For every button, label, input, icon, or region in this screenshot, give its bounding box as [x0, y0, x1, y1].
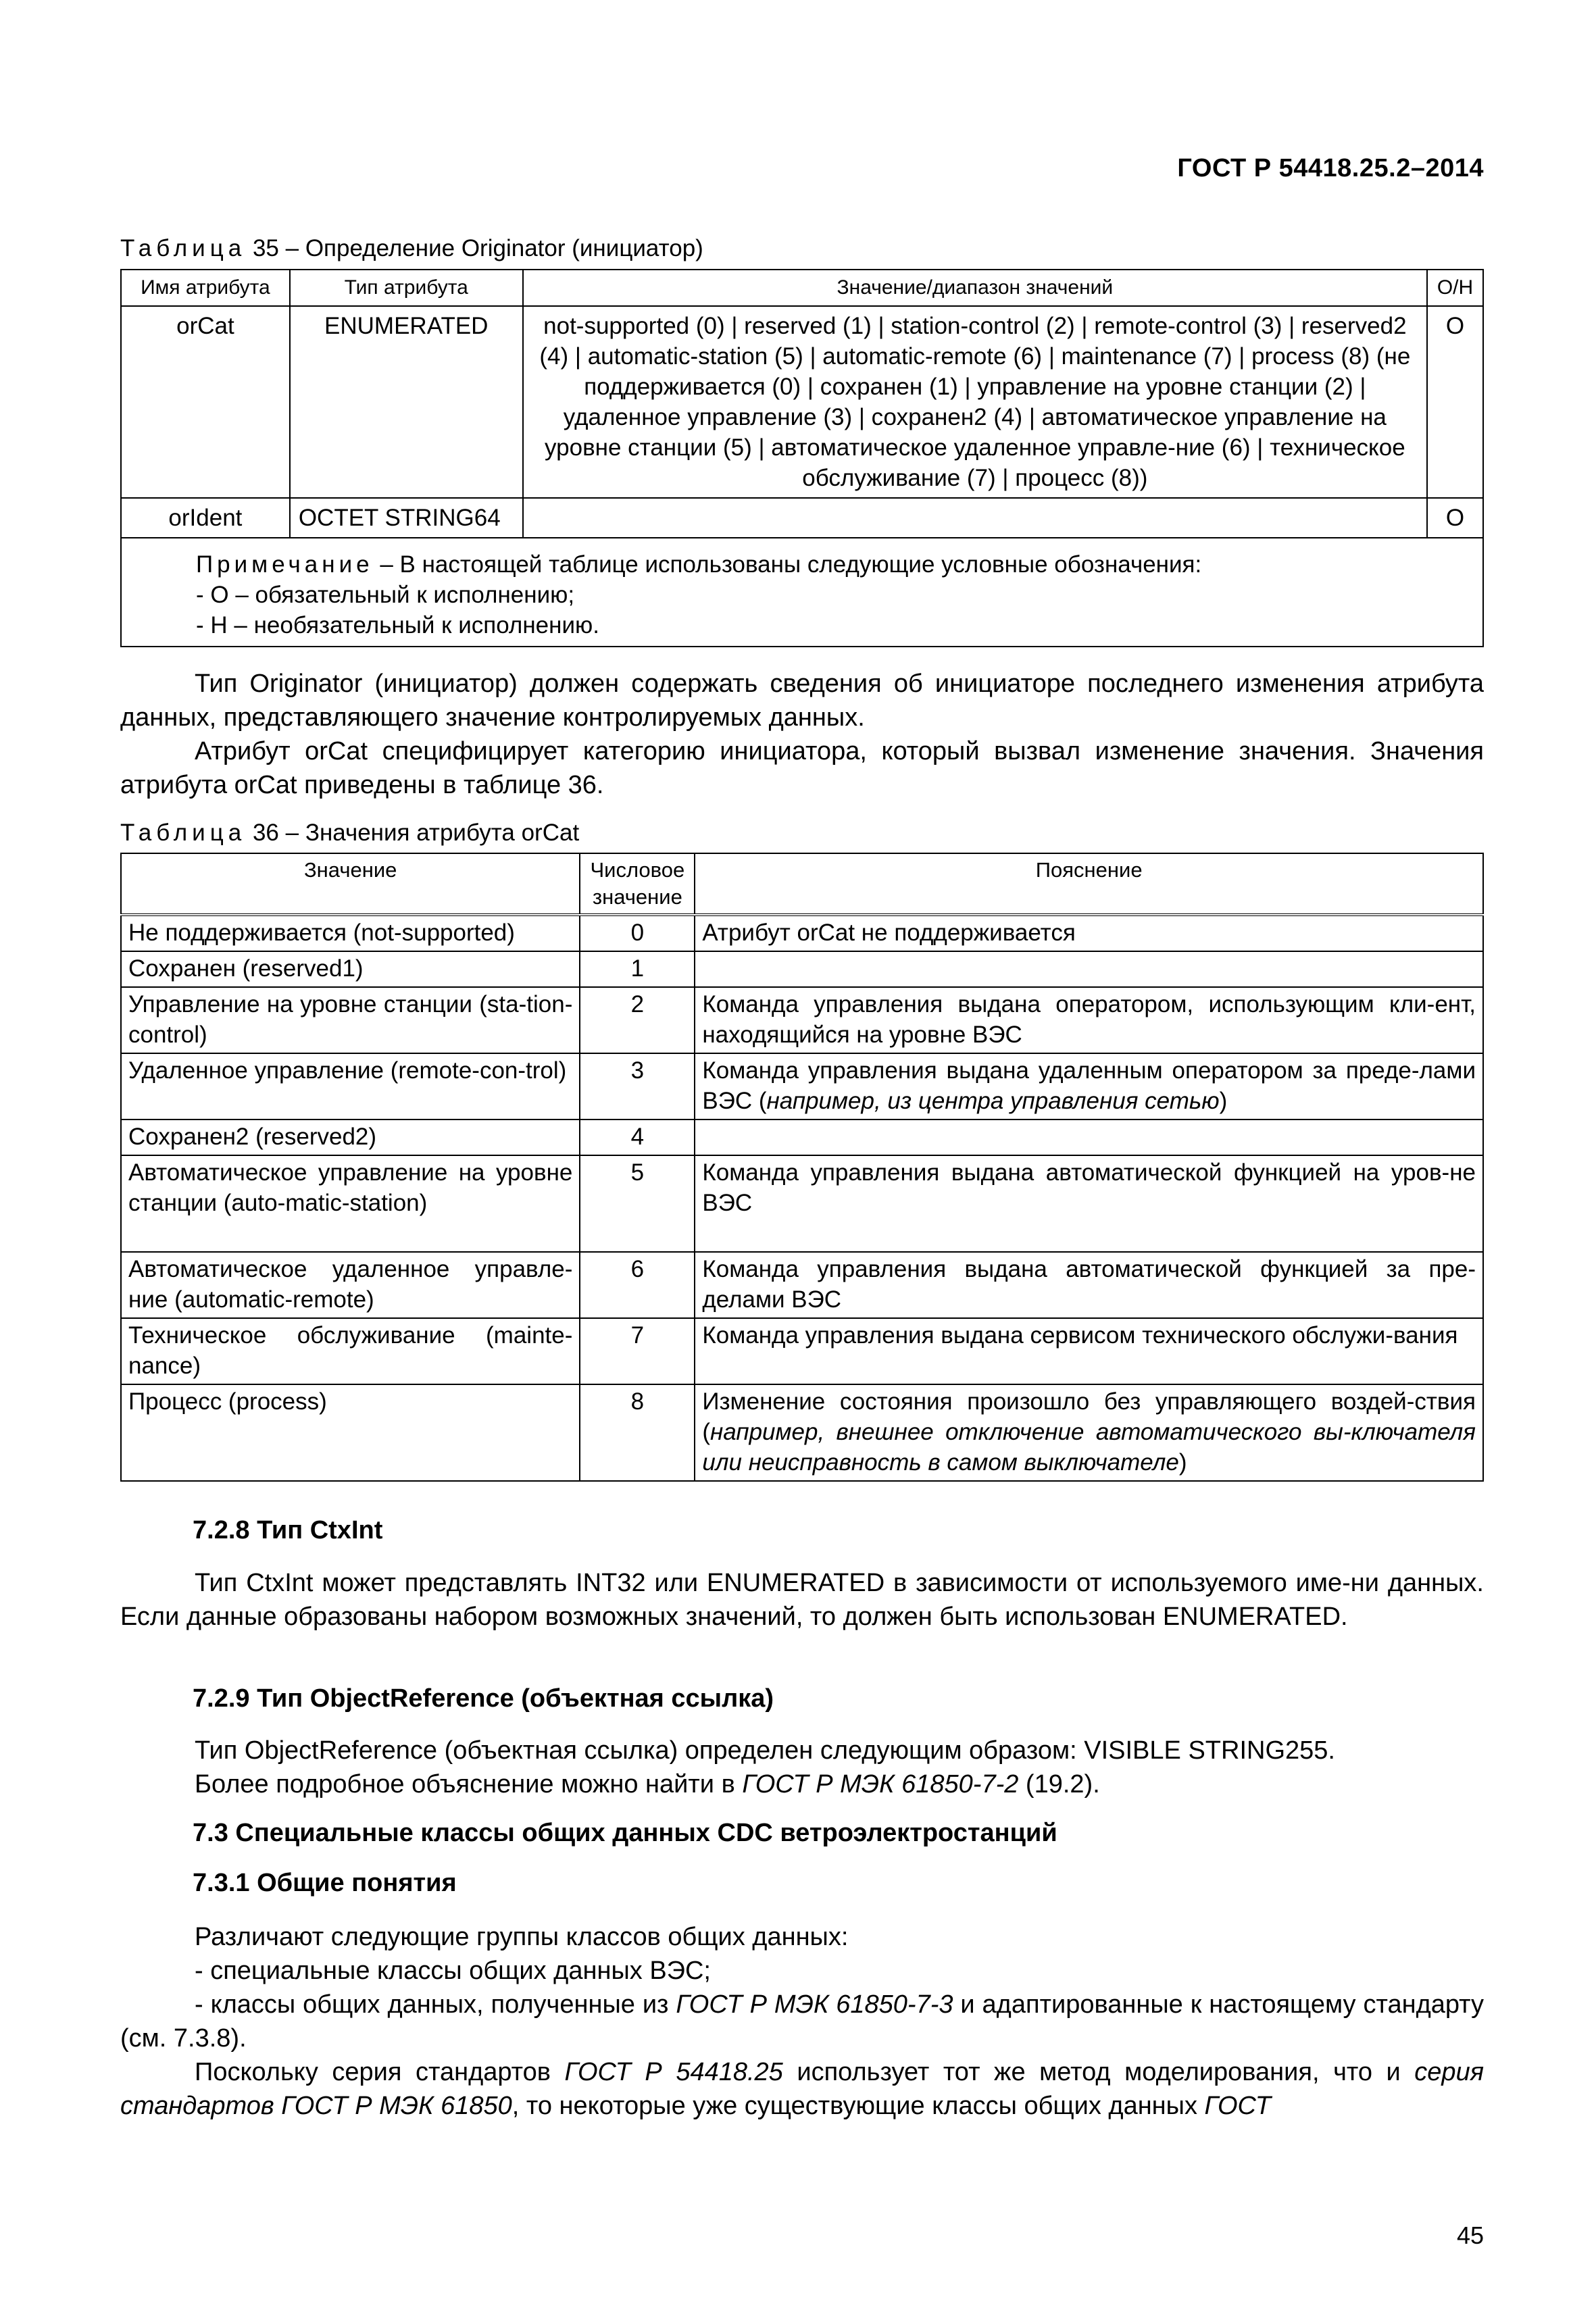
table36-header-row	[121, 853, 1483, 915]
expl-italic: например, внешнее отключение автоматического вы-ключателя или неисправность в самом выключателе	[702, 1419, 1476, 1476]
table-row	[121, 951, 1483, 987]
table36-cell-value: Процесс (process)	[121, 1384, 580, 1481]
table-row	[121, 1053, 1483, 1120]
table36-cell-expl	[695, 951, 1483, 987]
table36-cell-expl	[695, 1120, 1483, 1155]
section-7-3-1-p3b: и адаптированные к настоящему стандарту (см. 7.3.8).	[120, 1990, 1485, 2053]
table36-cell-expl	[695, 1384, 1483, 1481]
paragraph-orcat	[120, 734, 1484, 802]
table36-cell-value: Техническое обслуживание (mainte-nance)	[121, 1318, 580, 1384]
table35-caption-word: Таблица	[120, 235, 247, 261]
section-7-2-9-heading: 7.2.9 Тип ObjectReference (объектная ссылка)	[193, 1684, 774, 1713]
table36-cell-value: Не поддерживается (not-supported)	[121, 915, 580, 951]
expl-text: Команда управления выдана оператором, использующим кли-ент, находящийся на уровне ВЭС	[702, 991, 1476, 1048]
table36-cell-expl	[695, 1252, 1483, 1318]
expl-text: Команда управления выдана автоматической функцией на уров-не ВЭС	[702, 1159, 1476, 1216]
section-7-3-1-heading: 7.3.1 Общие понятия	[193, 1869, 457, 1897]
table35-cell-value: not-supported (0) | reserved (1) | station-control (2) | remote-control (3) | reserved2 (4) | automatic-station (5) | automatic-remote (6) | maintenance (7) | process (8) (не поддерживается (0) | сохранен (1) | управление на уровне станции (2) | удаленное управление (3) | сохранен2 (4) | автоматическое управление на уровне станции (5) | автоматическое удаленное управле-ние (6) | техническое обслуживание (7) | процесс (8))	[523, 306, 1427, 498]
section-7-2-8-heading: 7.2.8 Тип CtxInt	[193, 1516, 383, 1544]
expl-end: )	[1178, 1449, 1187, 1476]
table35-cell-on: О	[1427, 306, 1483, 498]
table35-header-row	[121, 270, 1483, 306]
table36-cell-value: Управление на уровне станции (sta-tion-control)	[121, 987, 580, 1053]
table-row	[121, 498, 1483, 538]
table36-cell-value: Автоматическое удаленное управле-ние (automatic-remote)	[121, 1252, 580, 1318]
note-text: – В настоящей таблице использованы следующие условные обозначения:	[380, 551, 1202, 578]
section-7-2-9-ref: ГОСТ Р МЭК 61850-7-2	[742, 1770, 1019, 1799]
expl-text: Атрибут orCat не поддерживается	[702, 920, 1076, 946]
section-7-2-9-line2b: (19.2).	[1018, 1770, 1100, 1799]
note-line-1: - О – обязательный к исполнению;	[196, 582, 575, 608]
table35-note-row	[121, 538, 1483, 647]
table-row	[121, 306, 1483, 498]
expl-text: Изменение состояния произошло без управляющего воздей-ствия (	[702, 1388, 1476, 1445]
table35-cell-on: О	[1427, 498, 1483, 538]
table36-cell-num: 7	[580, 1318, 695, 1384]
table35-cell-type: ENUMERATED	[290, 306, 523, 498]
table36-cell-num: 8	[580, 1384, 695, 1481]
table35-note	[121, 538, 1483, 647]
table36-caption	[120, 820, 579, 847]
table36-cell-num: 1	[580, 951, 695, 987]
table36-cell-num: 6	[580, 1252, 695, 1318]
section-7-2-9-line2a: Более подробное объяснение можно найти в	[195, 1770, 743, 1799]
note-line-2: - Н – необязательный к исполнению.	[196, 612, 599, 638]
section-7-3-1-p4-ref2: серия стандартов ГОСТ Р МЭК 61850	[120, 2058, 1484, 2120]
note-word: Примечание	[196, 551, 374, 578]
table35-caption-text: 35 – Определение Originator (инициатор)	[252, 235, 703, 261]
table36-caption-word: Таблица	[120, 820, 247, 846]
section-7-3-1-p2: - специальные классы общих данных ВЭС;	[195, 1957, 711, 1985]
table36-cell-num: 3	[580, 1053, 695, 1120]
paragraph-originator-text: Тип Originator (инициатор) должен содержать сведения об инициаторе последнего изменения атрибута данных, представляющего значение контролируемых данных.	[120, 670, 1484, 732]
section-7-2-8-body: Тип CtxInt может представлять INT32 или ENUMERATED в зависимости от используемого име-ни данных. Если данные образованы набором возможных значений, то должен быть использован ENUMERATED.	[120, 1569, 1484, 1631]
table36-cell-value: Сохранен2 (reserved2)	[121, 1120, 580, 1155]
table36-cell-expl	[695, 1318, 1483, 1384]
table36-cell-num: 4	[580, 1120, 695, 1155]
table35-cell-name: orIdent	[121, 498, 290, 538]
table35-header-type: Тип атрибута	[290, 270, 523, 306]
table36-cell-expl	[695, 987, 1483, 1053]
section-7-3-1-p4-ref3: ГОСТ	[1204, 2092, 1271, 2120]
expl-end: )	[1219, 1088, 1228, 1114]
table35-cell-value	[523, 498, 1427, 538]
table36-cell-num: 5	[580, 1155, 695, 1252]
expl-text: Команда управления выдана удаленным оператором за преде-лами ВЭС (	[702, 1057, 1476, 1114]
expl-text: Команда управления выдана сервисом технического обслужи-вания	[702, 1322, 1458, 1349]
table36-cell-value: Удаленное управление (remote-con-trol)	[121, 1053, 580, 1120]
table35-cell-name: orCat	[121, 306, 290, 498]
table-row	[121, 1252, 1483, 1318]
expl-italic: например, из центра управления сетью	[766, 1088, 1220, 1114]
section-7-3-1-p4b: использует тот же метод моделирования, что и	[782, 2058, 1415, 2086]
table36-cell-num: 2	[580, 987, 695, 1053]
table-row	[121, 1120, 1483, 1155]
expl-text: Команда управления выдана автоматической функцией за пре-делами ВЭС	[702, 1256, 1476, 1313]
section-7-3-1-p3-ref: ГОСТ Р МЭК 61850-7-3	[676, 1990, 953, 2019]
table35-cell-type: OCTET STRING64	[290, 498, 523, 538]
table36-cell-num: 0	[580, 915, 695, 951]
section-7-3-1-p4-ref1: ГОСТ Р 54418.25	[564, 2058, 783, 2086]
section-7-3-1-text	[120, 1920, 1484, 2123]
section-7-3-1-p1: Различают следующие группы классов общих данных:	[195, 1923, 849, 1951]
table-row	[121, 1384, 1483, 1481]
section-7-3-heading: 7.3 Специальные классы общих данных CDC ветроэлектростанций	[193, 1819, 1057, 1847]
table35-header-on: О/Н	[1427, 270, 1483, 306]
table35-header-value: Значение/диапазон значений	[523, 270, 1427, 306]
table-row	[121, 1155, 1483, 1252]
section-7-2-8-text	[120, 1566, 1484, 1634]
table36-header-expl: Пояснение	[695, 853, 1483, 915]
section-7-2-9-line1: Тип ObjectReference (объектная ссылка) определен следующим образом: VISIBLE STRING255.	[195, 1736, 1335, 1765]
table35-header-name: Имя атрибута	[121, 270, 290, 306]
table36-cell-value: Автоматическое управление на уровне станции (auto-matic-station)	[121, 1155, 580, 1252]
page-number: 45	[1456, 2221, 1484, 2249]
table36-cell-value: Сохранен (reserved1)	[121, 951, 580, 987]
table36-cell-expl	[695, 1053, 1483, 1120]
table36-header-value: Значение	[121, 853, 580, 915]
section-7-3-1-p4a: Поскольку серия стандартов	[195, 2058, 565, 2086]
page-header-standard: ГОСТ Р 54418.25.2–2014	[1177, 154, 1484, 182]
paragraph-orcat-text: Атрибут orCat специфицирует категорию инициатора, который вызвал изменение значения. Значения атрибута orCat приведены в таблице 36.	[120, 737, 1484, 799]
table36	[120, 853, 1484, 1482]
paragraph-originator	[120, 667, 1484, 734]
table-row	[121, 987, 1483, 1053]
table-row	[121, 1318, 1483, 1384]
section-7-2-9-text	[120, 1734, 1484, 1801]
table36-cell-expl	[695, 1155, 1483, 1252]
table36-cell-expl	[695, 915, 1483, 951]
table36-header-num: Числовое значение	[580, 853, 695, 915]
table36-caption-text: 36 – Значения атрибута orCat	[252, 820, 580, 846]
table35	[120, 269, 1484, 647]
section-7-3-1-p4c: , то некоторые уже существующие классы общих данных	[512, 2092, 1205, 2120]
table-row	[121, 915, 1483, 951]
section-7-3-1-p3a: - классы общих данных, полученные из	[195, 1990, 676, 2019]
table35-caption	[120, 235, 703, 262]
